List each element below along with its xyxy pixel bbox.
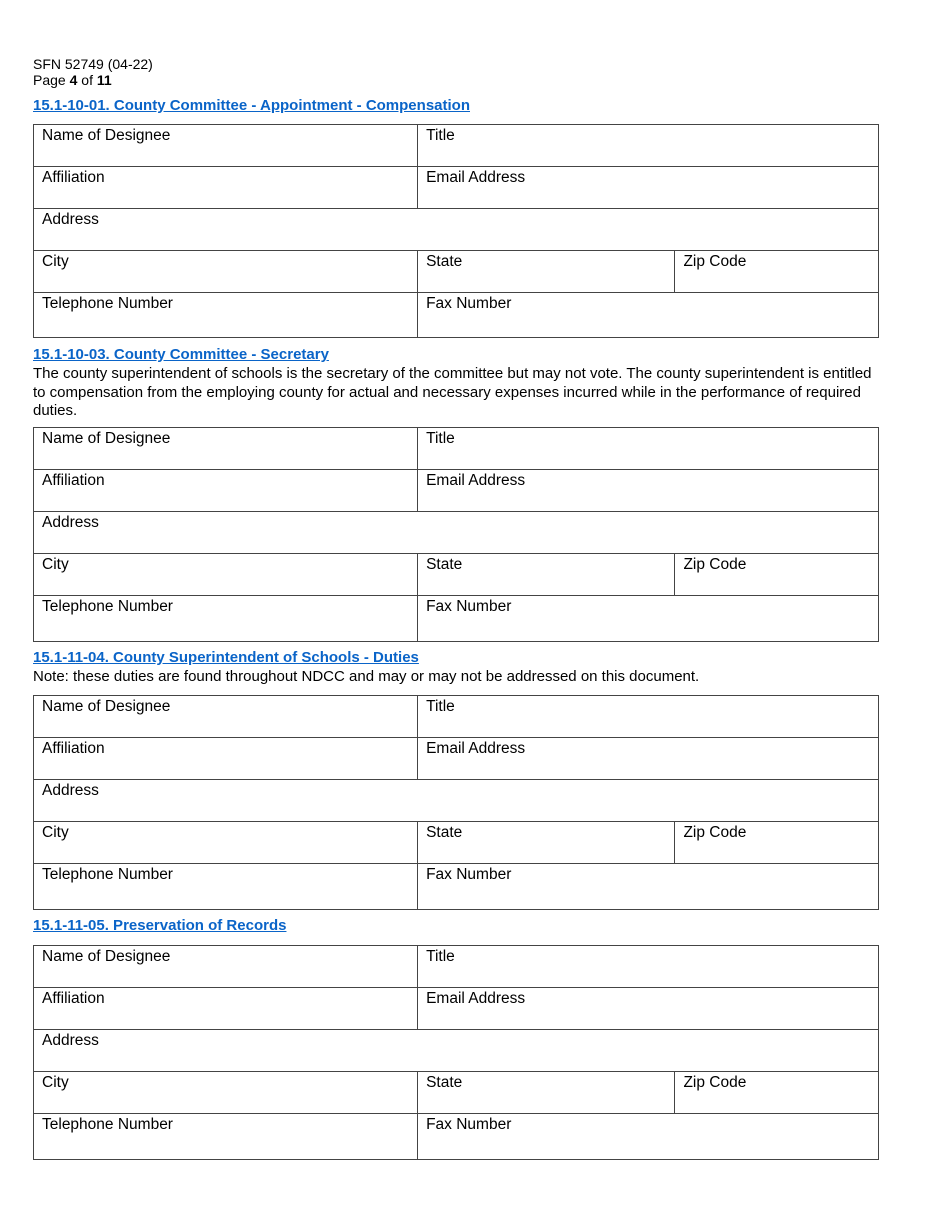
- affiliation-field[interactable]: Affiliation: [42, 740, 105, 757]
- section-2-link[interactable]: 15.1-10-03. County Committee - Secretary: [33, 346, 329, 363]
- phone-field[interactable]: Telephone Number: [42, 1116, 173, 1133]
- state-field[interactable]: State: [417, 822, 674, 863]
- email-field[interactable]: Email Address: [417, 470, 878, 511]
- address-field[interactable]: Address: [42, 514, 99, 531]
- section-4-link[interactable]: 15.1-11-05. Preservation of Records: [33, 917, 287, 934]
- city-field[interactable]: City: [42, 1074, 69, 1091]
- state-field[interactable]: State: [417, 251, 674, 292]
- affiliation-field[interactable]: Affiliation: [42, 472, 105, 489]
- phone-field[interactable]: Telephone Number: [42, 598, 173, 615]
- affiliation-field[interactable]: Affiliation: [42, 990, 105, 1007]
- address-field[interactable]: Address: [42, 782, 99, 799]
- city-field[interactable]: City: [42, 253, 69, 270]
- zip-field[interactable]: Zip Code: [674, 554, 878, 595]
- zip-field[interactable]: Zip Code: [674, 1072, 878, 1113]
- affiliation-field[interactable]: Affiliation: [42, 169, 105, 186]
- address-field[interactable]: Address: [42, 1032, 99, 1049]
- name-field[interactable]: Name of Designee: [42, 698, 171, 715]
- title-field[interactable]: Title: [417, 125, 878, 166]
- designee-form-2: [33, 427, 879, 642]
- name-field[interactable]: Name of Designee: [42, 948, 171, 965]
- title-field[interactable]: Title: [417, 946, 878, 987]
- form-number: SFN 52749 (04-22): [33, 56, 153, 72]
- title-field[interactable]: Title: [417, 696, 878, 737]
- city-field[interactable]: City: [42, 824, 69, 841]
- fax-field[interactable]: Fax Number: [417, 864, 878, 909]
- fax-field[interactable]: Fax Number: [417, 596, 878, 641]
- section-1-link[interactable]: 15.1-10-01. County Committee - Appointment - Compensation: [33, 97, 470, 114]
- email-field[interactable]: Email Address: [417, 988, 878, 1029]
- state-field[interactable]: State: [417, 1072, 674, 1113]
- section-2-description: The county superintendent of schools is the secretary of the committee but may not vote. The county superintendent is entitled to compensation from the employing county for actual and necessary expenses incurred while in the performance of required duties.: [33, 365, 872, 419]
- section-3-description: Note: these duties are found throughout NDCC and may or may not be addressed on this document.: [33, 668, 700, 685]
- designee-form-3: [33, 695, 879, 910]
- title-field[interactable]: Title: [417, 428, 878, 469]
- designee-form-4: [33, 945, 879, 1160]
- page-header: [33, 56, 153, 88]
- designee-form-1: [33, 124, 879, 338]
- address-field[interactable]: Address: [42, 211, 99, 228]
- city-field[interactable]: City: [42, 556, 69, 573]
- state-field[interactable]: State: [417, 554, 674, 595]
- name-field[interactable]: Name of Designee: [42, 127, 171, 144]
- zip-field[interactable]: Zip Code: [674, 251, 878, 292]
- phone-field[interactable]: Telephone Number: [42, 866, 173, 883]
- section-3-link[interactable]: 15.1-11-04. County Superintendent of Schools - Duties: [33, 649, 419, 666]
- zip-field[interactable]: Zip Code: [674, 822, 878, 863]
- email-field[interactable]: Email Address: [417, 167, 878, 208]
- fax-field[interactable]: Fax Number: [417, 1114, 878, 1159]
- fax-field[interactable]: Fax Number: [417, 293, 878, 337]
- phone-field[interactable]: Telephone Number: [42, 295, 173, 312]
- name-field[interactable]: Name of Designee: [42, 430, 171, 447]
- page-number: Page 4 of 11: [33, 72, 112, 88]
- email-field[interactable]: Email Address: [417, 738, 878, 779]
